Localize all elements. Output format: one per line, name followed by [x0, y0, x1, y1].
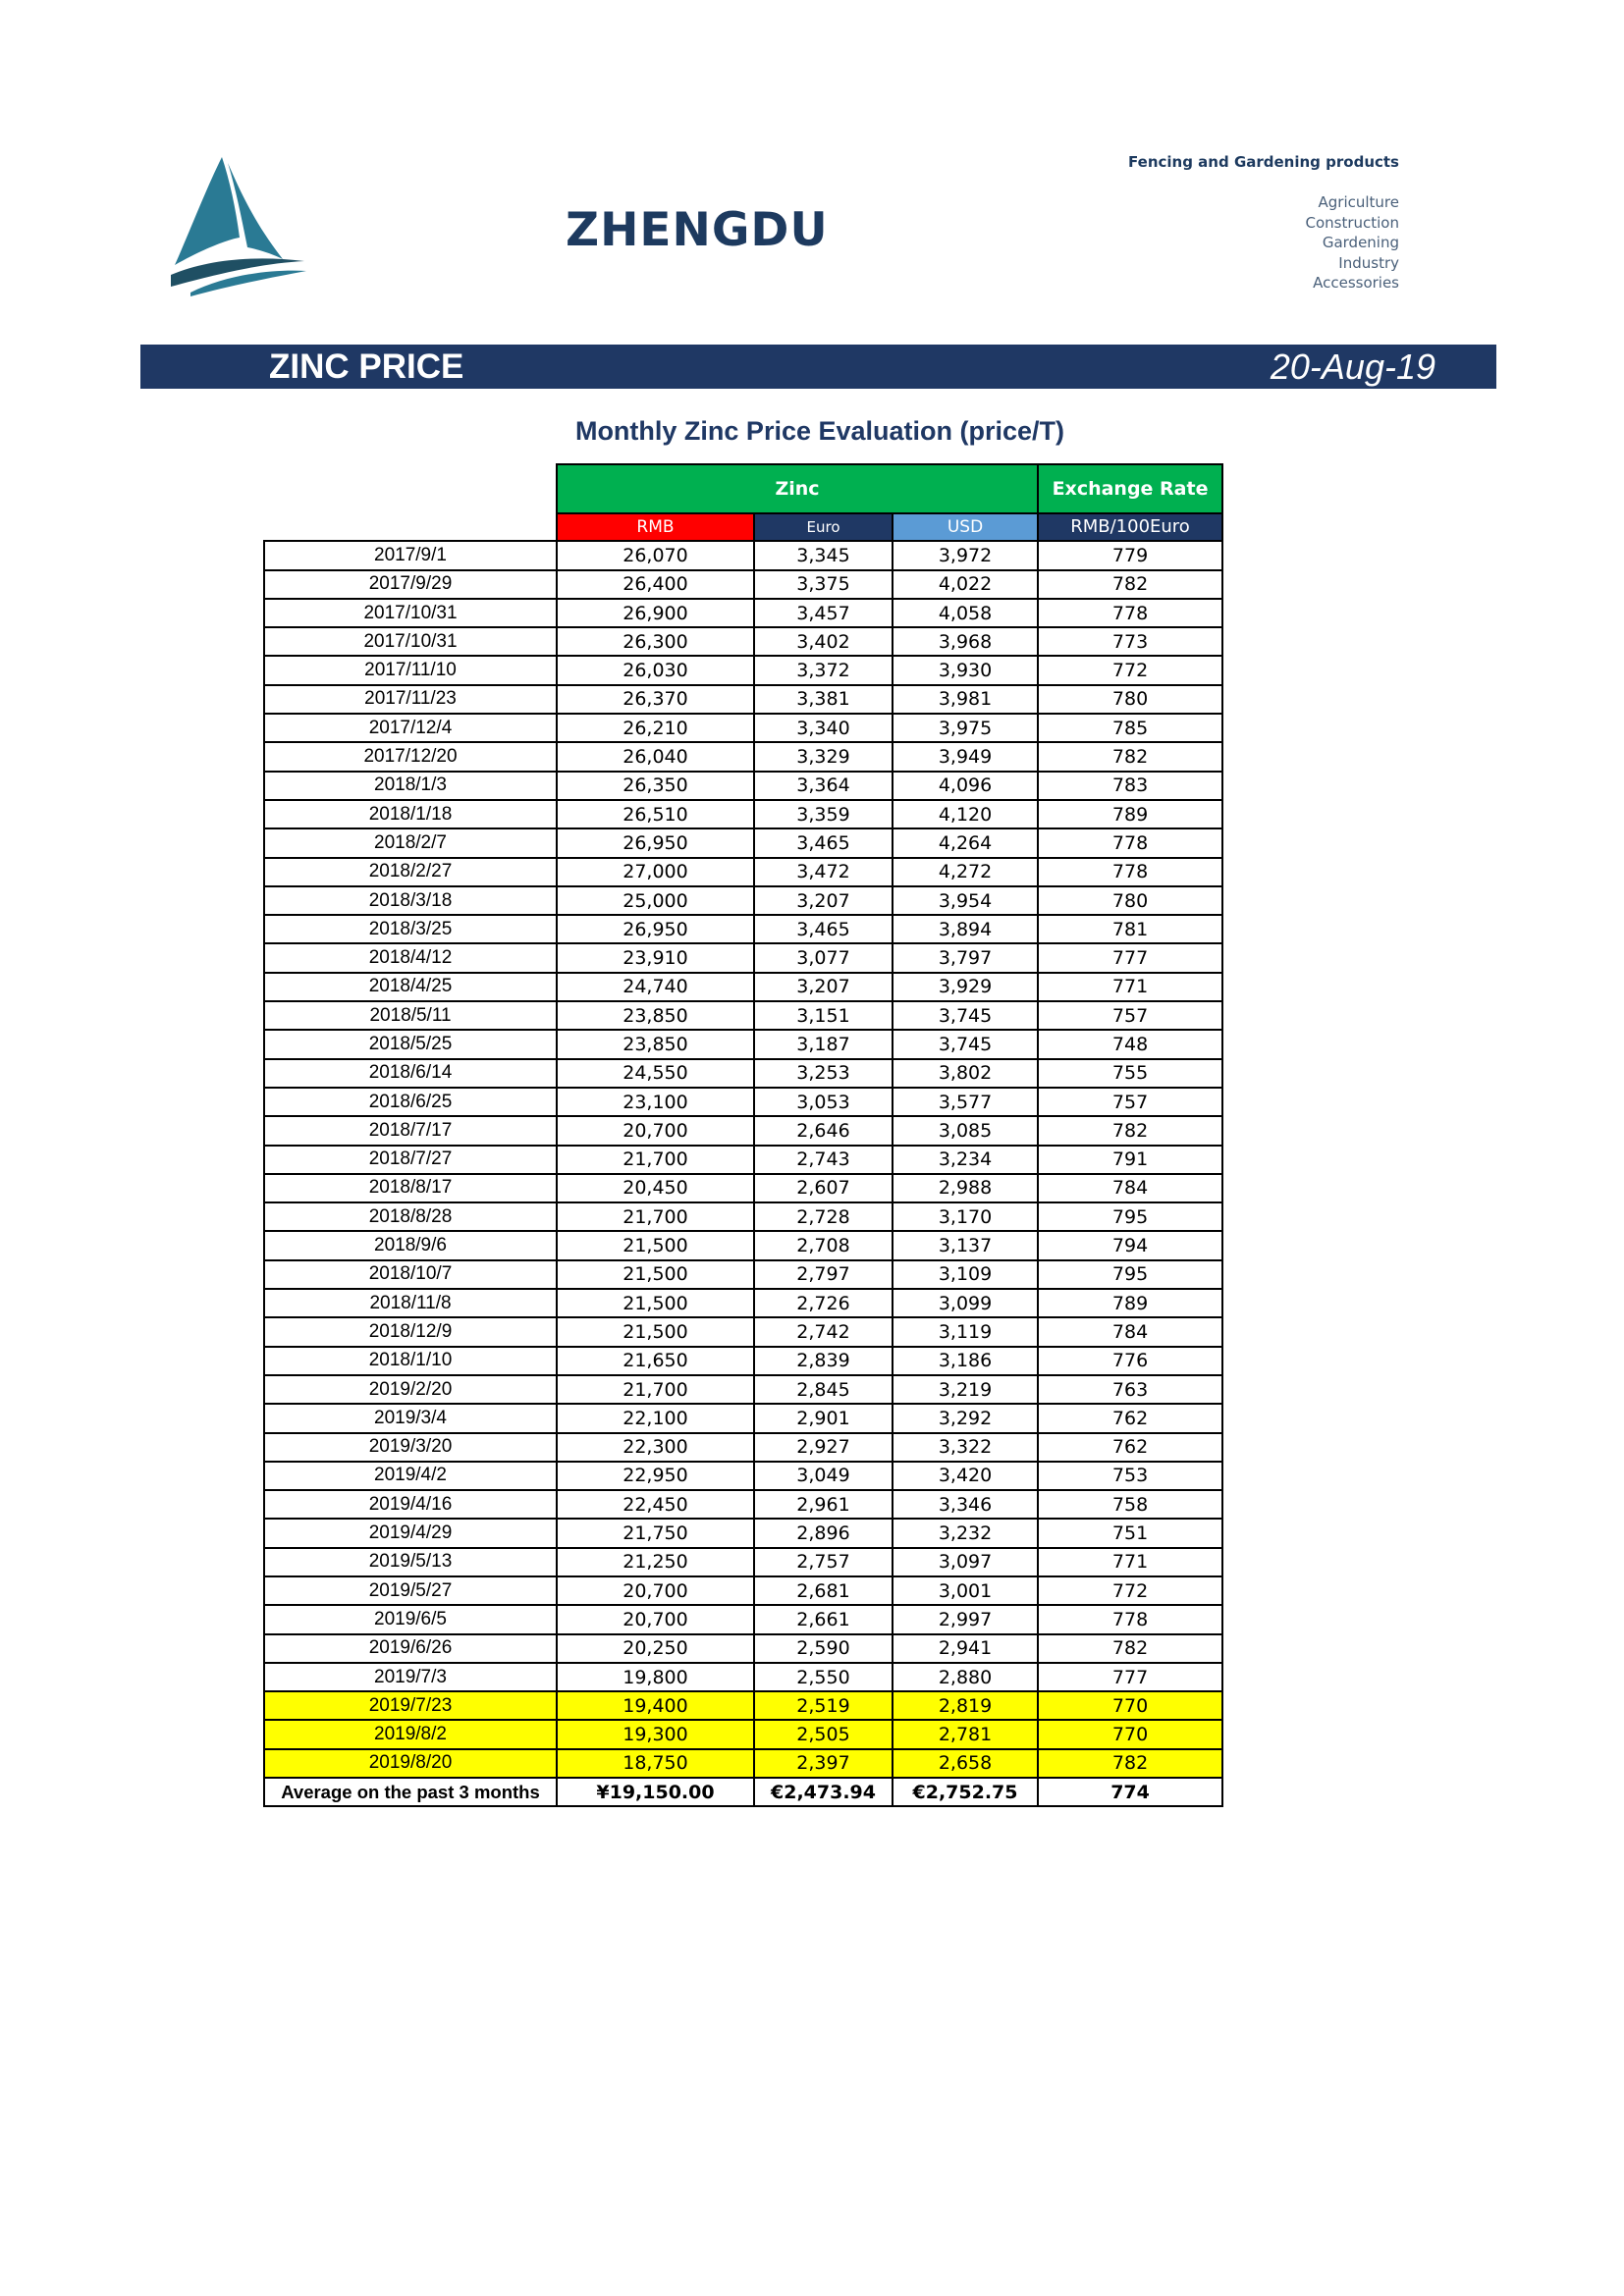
exchange-rate-cell: 795	[1038, 1260, 1222, 1289]
zinc-price-table	[263, 463, 1223, 1807]
rmb-cell: 20,700	[557, 1605, 754, 1633]
usd-cell: 3,972	[893, 541, 1038, 569]
date-cell: 2019/3/4	[264, 1404, 557, 1432]
euro-cell: 2,607	[754, 1174, 893, 1202]
price-rows	[264, 541, 1222, 1806]
euro-cell: 3,372	[754, 656, 893, 684]
table-row	[264, 685, 1222, 714]
exchange-rate-cell: 755	[1038, 1059, 1222, 1088]
header-group-row	[264, 464, 1222, 513]
date-cell: 2018/1/10	[264, 1347, 557, 1375]
rmb-cell: 20,250	[557, 1634, 754, 1663]
exchange-rate-header: Exchange Rate	[1038, 464, 1222, 513]
rmb-cell: 26,950	[557, 915, 754, 943]
usd-cell: 3,292	[893, 1404, 1038, 1432]
exchange-rate-cell: 778	[1038, 1605, 1222, 1633]
euro-cell: 2,742	[754, 1317, 893, 1346]
usd-cell: 3,420	[893, 1462, 1038, 1490]
exchange-rate-cell: 778	[1038, 599, 1222, 627]
rmb-cell: 26,900	[557, 599, 754, 627]
table-row	[264, 1231, 1222, 1259]
rmb-cell: 21,500	[557, 1317, 754, 1346]
euro-cell: 3,472	[754, 858, 893, 886]
usd-cell: 2,988	[893, 1174, 1038, 1202]
table-row	[264, 656, 1222, 684]
table-row	[264, 1001, 1222, 1030]
usd-cell: 3,981	[893, 685, 1038, 714]
table-row	[264, 1433, 1222, 1462]
usd-cell: 3,894	[893, 915, 1038, 943]
table-row	[264, 800, 1222, 828]
table-row	[264, 1116, 1222, 1145]
exchange-rate-cell: 781	[1038, 915, 1222, 943]
exchange-rate-cell: 783	[1038, 772, 1222, 800]
average-usd: €2,752.75	[893, 1778, 1038, 1806]
usd-cell: 4,264	[893, 828, 1038, 857]
date-cell: 2019/3/20	[264, 1433, 557, 1462]
table-row	[264, 1317, 1222, 1346]
euro-cell: 2,519	[754, 1691, 893, 1720]
euro-cell: 2,661	[754, 1605, 893, 1633]
euro-cell: 3,329	[754, 742, 893, 771]
table-row	[264, 886, 1222, 915]
category-item: Construction	[1305, 213, 1399, 232]
euro-cell: 2,896	[754, 1519, 893, 1547]
table-row	[264, 1146, 1222, 1174]
exchange-rate-cell: 763	[1038, 1375, 1222, 1404]
table-row	[264, 1605, 1222, 1633]
exchange-rate-cell: 784	[1038, 1174, 1222, 1202]
euro-cell: 3,465	[754, 915, 893, 943]
rmb-cell: 23,910	[557, 943, 754, 972]
exchange-rate-cell: 772	[1038, 1576, 1222, 1605]
euro-cell: 3,207	[754, 886, 893, 915]
euro-cell: 2,397	[754, 1749, 893, 1778]
usd-cell: 3,577	[893, 1088, 1038, 1116]
euro-cell: 3,364	[754, 772, 893, 800]
euro-cell: 2,590	[754, 1634, 893, 1663]
date-cell: 2017/9/29	[264, 570, 557, 599]
rmb-cell: 22,950	[557, 1462, 754, 1490]
table-row	[264, 714, 1222, 742]
average-row	[264, 1778, 1222, 1806]
exchange-rate-cell: 748	[1038, 1030, 1222, 1058]
rmb-cell: 26,400	[557, 570, 754, 599]
usd-cell: 3,968	[893, 627, 1038, 656]
usd-cell: 4,022	[893, 570, 1038, 599]
rmb-cell: 21,650	[557, 1347, 754, 1375]
euro-cell: 2,757	[754, 1548, 893, 1576]
table-row	[264, 1548, 1222, 1576]
exchange-rate-cell: 771	[1038, 973, 1222, 1001]
table-row	[264, 541, 1222, 569]
rmb-cell: 23,850	[557, 1030, 754, 1058]
usd-cell: 3,170	[893, 1202, 1038, 1231]
date-cell: 2017/12/20	[264, 742, 557, 771]
exchange-rate-cell: 782	[1038, 1634, 1222, 1663]
banner-title: ZINC PRICE	[269, 347, 464, 386]
rmb-cell: 22,100	[557, 1404, 754, 1432]
exchange-rate-cell: 780	[1038, 685, 1222, 714]
date-cell: 2017/11/10	[264, 656, 557, 684]
empty-header-cell	[264, 513, 557, 541]
date-cell: 2018/7/17	[264, 1116, 557, 1145]
exchange-rate-cell: 776	[1038, 1347, 1222, 1375]
rmb-cell: 21,500	[557, 1289, 754, 1317]
date-cell: 2018/1/18	[264, 800, 557, 828]
table-row	[264, 1174, 1222, 1202]
date-cell: 2017/11/23	[264, 685, 557, 714]
usd-cell: 3,322	[893, 1433, 1038, 1462]
tagline: Fencing and Gardening products	[1128, 153, 1399, 171]
euro-cell: 3,457	[754, 599, 893, 627]
usd-cell: 3,186	[893, 1347, 1038, 1375]
usd-cell: 2,880	[893, 1663, 1038, 1691]
header-column-row	[264, 513, 1222, 541]
rmb-cell: 21,700	[557, 1146, 754, 1174]
date-cell: 2017/10/31	[264, 599, 557, 627]
rmb-cell: 22,450	[557, 1490, 754, 1519]
table-row	[264, 1720, 1222, 1748]
usd-cell: 3,234	[893, 1146, 1038, 1174]
date-cell: 2019/7/23	[264, 1691, 557, 1720]
exchange-rate-cell: 778	[1038, 858, 1222, 886]
table-row	[264, 1749, 1222, 1778]
exchange-rate-cell: 789	[1038, 800, 1222, 828]
table-row	[264, 1289, 1222, 1317]
exchange-rate-cell: 770	[1038, 1720, 1222, 1748]
euro-cell: 3,207	[754, 973, 893, 1001]
date-cell: 2019/6/5	[264, 1605, 557, 1633]
date-cell: 2017/10/31	[264, 627, 557, 656]
usd-cell: 2,997	[893, 1605, 1038, 1633]
euro-cell: 2,901	[754, 1404, 893, 1432]
usd-cell: 4,058	[893, 599, 1038, 627]
usd-cell: 3,109	[893, 1260, 1038, 1289]
average-euro: €2,473.94	[754, 1778, 893, 1806]
exchange-rate-cell: 782	[1038, 742, 1222, 771]
table-row	[264, 1634, 1222, 1663]
date-cell: 2019/4/16	[264, 1490, 557, 1519]
exchange-rate-cell: 795	[1038, 1202, 1222, 1231]
rmb-cell: 24,550	[557, 1059, 754, 1088]
usd-cell: 3,929	[893, 973, 1038, 1001]
usd-cell: 4,272	[893, 858, 1038, 886]
exchange-rate-cell: 782	[1038, 1749, 1222, 1778]
rmb-cell: 19,400	[557, 1691, 754, 1720]
zinc-group-header: Zinc	[557, 464, 1038, 513]
table-row	[264, 1260, 1222, 1289]
exchange-rate-cell: 779	[1038, 541, 1222, 569]
table-row	[264, 1202, 1222, 1231]
empty-header-cell	[264, 464, 557, 513]
date-cell: 2019/5/13	[264, 1548, 557, 1576]
euro-cell: 2,708	[754, 1231, 893, 1259]
euro-cell: 2,726	[754, 1289, 893, 1317]
table-row	[264, 1347, 1222, 1375]
rmb-cell: 20,700	[557, 1116, 754, 1145]
usd-cell: 3,745	[893, 1001, 1038, 1030]
category-item: Agriculture	[1318, 193, 1399, 211]
euro-cell: 3,340	[754, 714, 893, 742]
table-row	[264, 1462, 1222, 1490]
rmb-cell: 21,500	[557, 1231, 754, 1259]
rmb-cell: 20,700	[557, 1576, 754, 1605]
usd-cell: 3,802	[893, 1059, 1038, 1088]
euro-cell: 3,345	[754, 541, 893, 569]
table-row	[264, 1030, 1222, 1058]
rmb-cell: 26,950	[557, 828, 754, 857]
euro-cell: 3,253	[754, 1059, 893, 1088]
usd-cell: 3,975	[893, 714, 1038, 742]
exchange-rate-cell: 784	[1038, 1317, 1222, 1346]
rmb-cell: 23,100	[557, 1088, 754, 1116]
euro-cell: 3,465	[754, 828, 893, 857]
table-row	[264, 828, 1222, 857]
usd-cell: 3,137	[893, 1231, 1038, 1259]
table-row	[264, 973, 1222, 1001]
euro-column-header: Euro	[754, 513, 893, 541]
euro-cell: 3,151	[754, 1001, 893, 1030]
rmb-cell: 26,030	[557, 656, 754, 684]
exchange-rate-cell: 778	[1038, 828, 1222, 857]
exchange-rate-cell: 762	[1038, 1404, 1222, 1432]
table-row	[264, 1059, 1222, 1088]
exchange-rate-cell: 789	[1038, 1289, 1222, 1317]
euro-cell: 2,550	[754, 1663, 893, 1691]
rmb-cell: 26,350	[557, 772, 754, 800]
exchange-rate-cell: 782	[1038, 1116, 1222, 1145]
date-cell: 2019/8/2	[264, 1720, 557, 1748]
euro-cell: 2,961	[754, 1490, 893, 1519]
rmb-cell: 21,250	[557, 1548, 754, 1576]
euro-cell: 2,927	[754, 1433, 893, 1462]
rmb-cell: 21,500	[557, 1260, 754, 1289]
sailboat-logo-icon	[169, 149, 311, 298]
euro-cell: 3,077	[754, 943, 893, 972]
rmb-cell: 21,700	[557, 1202, 754, 1231]
date-cell: 2018/2/27	[264, 858, 557, 886]
date-cell: 2018/3/25	[264, 915, 557, 943]
date-cell: 2019/2/20	[264, 1375, 557, 1404]
table-row	[264, 858, 1222, 886]
rmb-cell: 26,370	[557, 685, 754, 714]
date-cell: 2018/9/6	[264, 1231, 557, 1259]
rmb-cell: 18,750	[557, 1749, 754, 1778]
rmb-cell: 27,000	[557, 858, 754, 886]
usd-column-header: USD	[893, 513, 1038, 541]
rmb-cell: 21,750	[557, 1519, 754, 1547]
date-cell: 2018/1/3	[264, 772, 557, 800]
table-row	[264, 1088, 1222, 1116]
euro-cell: 2,505	[754, 1720, 893, 1748]
title-banner	[140, 345, 1496, 389]
rmb-cell: 26,510	[557, 800, 754, 828]
usd-cell: 3,119	[893, 1317, 1038, 1346]
table-row	[264, 943, 1222, 972]
exchange-rate-cell: 794	[1038, 1231, 1222, 1259]
date-cell: 2018/3/18	[264, 886, 557, 915]
exchange-rate-cell: 751	[1038, 1519, 1222, 1547]
rmb-cell: 25,000	[557, 886, 754, 915]
rmb-cell: 26,070	[557, 541, 754, 569]
table-row	[264, 599, 1222, 627]
table-row	[264, 627, 1222, 656]
exchange-rate-cell: 777	[1038, 1663, 1222, 1691]
rmb-column-header: RMB	[557, 513, 754, 541]
usd-cell: 3,930	[893, 656, 1038, 684]
usd-cell: 3,219	[893, 1375, 1038, 1404]
euro-cell: 2,743	[754, 1146, 893, 1174]
usd-cell: 3,001	[893, 1576, 1038, 1605]
exchange-rate-cell: 771	[1038, 1548, 1222, 1576]
exchange-rate-cell: 758	[1038, 1490, 1222, 1519]
date-cell: 2018/7/27	[264, 1146, 557, 1174]
date-cell: 2018/8/17	[264, 1174, 557, 1202]
table-row	[264, 1663, 1222, 1691]
table-row	[264, 742, 1222, 771]
average-exchange-rate: 774	[1038, 1778, 1222, 1806]
date-cell: 2018/6/14	[264, 1059, 557, 1088]
table-row	[264, 1404, 1222, 1432]
brand-name: ZHENGDU	[566, 203, 829, 257]
rmb-cell: 22,300	[557, 1433, 754, 1462]
euro-cell: 2,681	[754, 1576, 893, 1605]
rmb-per-100-euro-column-header: RMB/100Euro	[1038, 513, 1222, 541]
date-cell: 2018/4/12	[264, 943, 557, 972]
exchange-rate-cell: 753	[1038, 1462, 1222, 1490]
date-cell: 2019/4/2	[264, 1462, 557, 1490]
date-cell: 2017/9/1	[264, 541, 557, 569]
table-row	[264, 1519, 1222, 1547]
exchange-rate-cell: 791	[1038, 1146, 1222, 1174]
euro-cell: 3,375	[754, 570, 893, 599]
table-row	[264, 1576, 1222, 1605]
usd-cell: 3,097	[893, 1548, 1038, 1576]
rmb-cell: 26,300	[557, 627, 754, 656]
exchange-rate-cell: 780	[1038, 886, 1222, 915]
category-item: Accessories	[1313, 274, 1399, 292]
euro-cell: 3,402	[754, 627, 893, 656]
exchange-rate-cell: 777	[1038, 943, 1222, 972]
rmb-cell: 24,740	[557, 973, 754, 1001]
date-cell: 2018/10/7	[264, 1260, 557, 1289]
date-cell: 2018/8/28	[264, 1202, 557, 1231]
date-cell: 2018/11/8	[264, 1289, 557, 1317]
euro-cell: 2,797	[754, 1260, 893, 1289]
table-row	[264, 1691, 1222, 1720]
usd-cell: 4,120	[893, 800, 1038, 828]
date-cell: 2018/5/25	[264, 1030, 557, 1058]
usd-cell: 3,346	[893, 1490, 1038, 1519]
usd-cell: 3,085	[893, 1116, 1038, 1145]
rmb-cell: 19,300	[557, 1720, 754, 1748]
table-title: Monthly Zinc Price Evaluation (price/T)	[574, 416, 1065, 446]
date-cell: 2017/12/4	[264, 714, 557, 742]
euro-cell: 2,646	[754, 1116, 893, 1145]
table-row	[264, 1490, 1222, 1519]
euro-cell: 2,728	[754, 1202, 893, 1231]
exchange-rate-cell: 785	[1038, 714, 1222, 742]
usd-cell: 3,745	[893, 1030, 1038, 1058]
date-cell: 2019/5/27	[264, 1576, 557, 1605]
rmb-cell: 23,850	[557, 1001, 754, 1030]
usd-cell: 2,781	[893, 1720, 1038, 1748]
date-cell: 2019/8/20	[264, 1749, 557, 1778]
usd-cell: 2,941	[893, 1634, 1038, 1663]
usd-cell: 3,232	[893, 1519, 1038, 1547]
date-cell: 2019/4/29	[264, 1519, 557, 1547]
banner-date: 20-Aug-19	[1270, 347, 1435, 387]
exchange-rate-cell: 773	[1038, 627, 1222, 656]
rmb-cell: 21,700	[557, 1375, 754, 1404]
date-cell: 2018/6/25	[264, 1088, 557, 1116]
table-row	[264, 772, 1222, 800]
category-item: Industry	[1338, 253, 1399, 272]
rmb-cell: 20,450	[557, 1174, 754, 1202]
euro-cell: 3,049	[754, 1462, 893, 1490]
category-list	[1305, 192, 1399, 294]
table-row	[264, 1375, 1222, 1404]
euro-cell: 3,381	[754, 685, 893, 714]
euro-cell: 3,187	[754, 1030, 893, 1058]
date-cell: 2018/4/25	[264, 973, 557, 1001]
table-row	[264, 570, 1222, 599]
rmb-cell: 26,040	[557, 742, 754, 771]
exchange-rate-cell: 770	[1038, 1691, 1222, 1720]
usd-cell: 3,949	[893, 742, 1038, 771]
usd-cell: 2,819	[893, 1691, 1038, 1720]
usd-cell: 3,954	[893, 886, 1038, 915]
exchange-rate-cell: 762	[1038, 1433, 1222, 1462]
euro-cell: 2,839	[754, 1347, 893, 1375]
usd-cell: 3,099	[893, 1289, 1038, 1317]
rmb-cell: 26,210	[557, 714, 754, 742]
exchange-rate-cell: 757	[1038, 1088, 1222, 1116]
date-cell: 2018/5/11	[264, 1001, 557, 1030]
category-item: Gardening	[1322, 234, 1399, 251]
rmb-cell: 19,800	[557, 1663, 754, 1691]
table-row	[264, 915, 1222, 943]
euro-cell: 3,053	[754, 1088, 893, 1116]
usd-cell: 4,096	[893, 772, 1038, 800]
euro-cell: 3,359	[754, 800, 893, 828]
usd-cell: 2,658	[893, 1749, 1038, 1778]
date-cell: 2019/6/26	[264, 1634, 557, 1663]
average-label: Average on the past 3 months	[264, 1778, 557, 1806]
average-rmb: ¥19,150.00	[557, 1778, 754, 1806]
date-cell: 2018/12/9	[264, 1317, 557, 1346]
date-cell: 2018/2/7	[264, 828, 557, 857]
exchange-rate-cell: 772	[1038, 656, 1222, 684]
euro-cell: 2,845	[754, 1375, 893, 1404]
exchange-rate-cell: 757	[1038, 1001, 1222, 1030]
date-cell: 2019/7/3	[264, 1663, 557, 1691]
usd-cell: 3,797	[893, 943, 1038, 972]
exchange-rate-cell: 782	[1038, 570, 1222, 599]
